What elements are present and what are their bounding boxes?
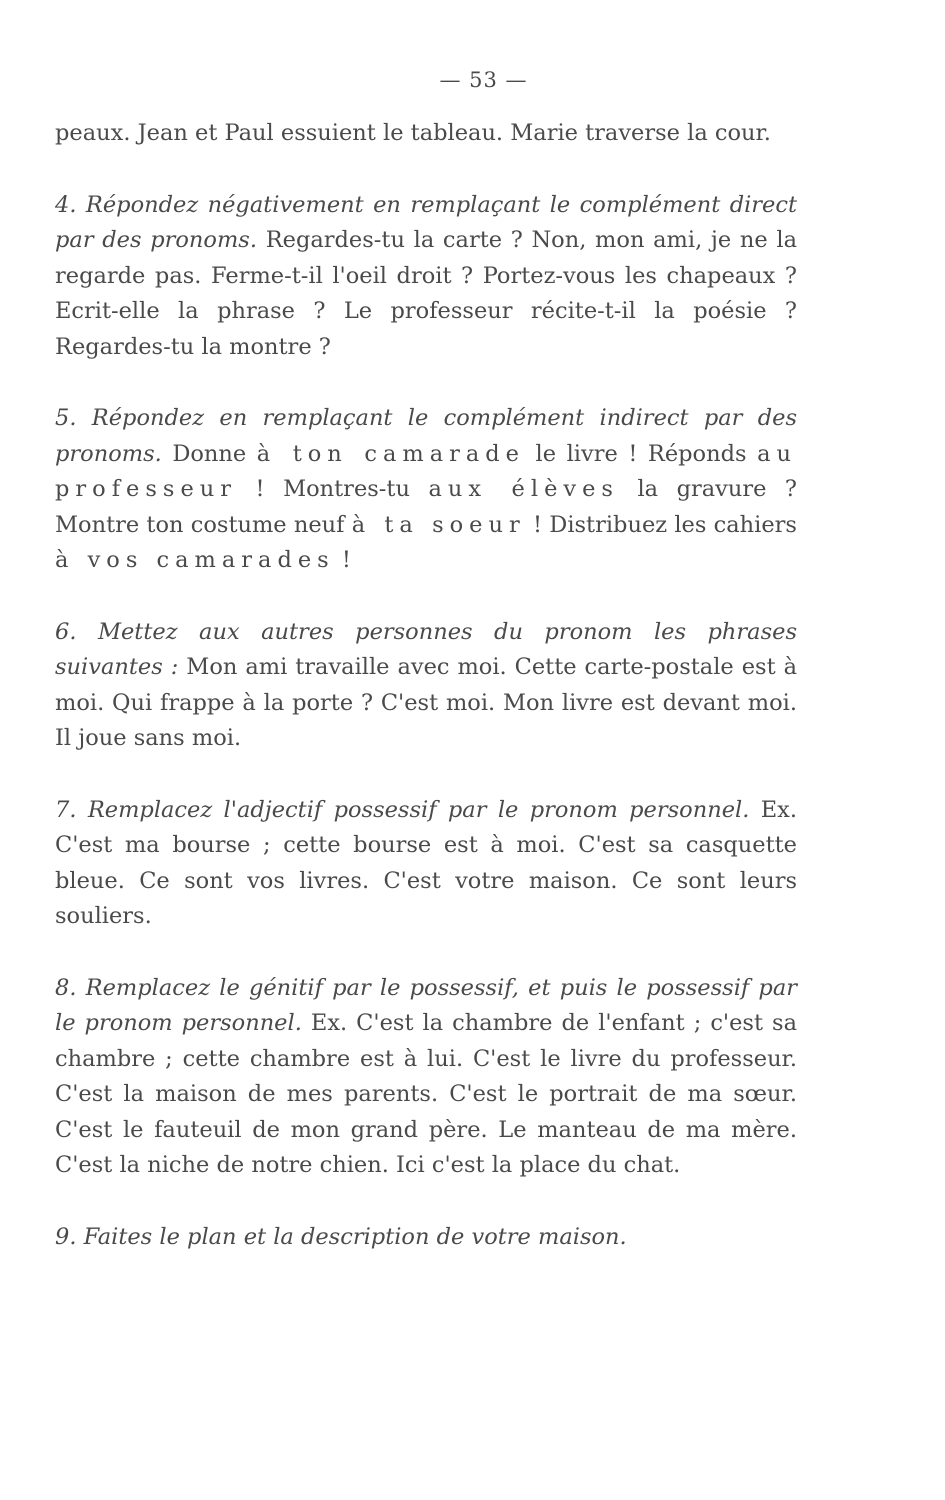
exercise-body-part: ! Montres-tu [237,476,429,502]
exercise-body: Regardes-tu la carte ? Non, mon ami, je ne la regarde pas. Ferme-t-il l'oeil droit ? Portez-vous les chapeaux ? Ecrit-elle la phrase ? Le professeur récite-t-il la poésie ? Regardes-tu la montre ? [55,227,797,360]
exercise-instruction: Répondez en remplaçant le complément indirect par des pronoms. [55,405,797,467]
page-number: — 53 — [439,68,528,92]
spaced-phrase: à ton camarade [256,440,525,467]
exercise-body-part: ! Distribuez les cahiers [525,511,797,538]
exercise-instruction: Mettez aux autres personnes du pronom les phrases suivantes : [55,618,797,680]
exercise-instruction: Remplacez le génitif par le possessif, et puis le possessif par le pronom personnel. [55,974,797,1036]
exercise-7 [55,793,797,935]
exercise-4 [55,188,797,366]
exercise-body-part: le livre ! Réponds [525,440,758,467]
exercise-9 [55,1220,797,1256]
spaced-phrase: aux élèves [428,476,619,502]
exercise-body: Mon ami travaille avec moi. Cette carte-postale est à moi. Qui frappe à la porte ? C'est moi. Mon livre est devant moi. Il joue sans moi. [55,654,797,751]
exercise-instruction: Répondez négativement en remplaçant le complément direct par des pronoms. [55,191,798,253]
exercise-number: 8. [55,974,77,1001]
spaced-phrase: à ta soeur [351,511,526,538]
exercise-body-part: ! [334,547,351,573]
spaced-phrase: au professeur [55,440,797,502]
exercise-body-part: Donne [172,440,257,467]
exercise-number: 5. [55,405,77,431]
exercise-5 [55,401,797,579]
exercise-body-part: la gravure ? Montre ton costume neuf [55,476,797,538]
exercise-number: 4. [55,191,77,218]
exercise-instruction: Faites le plan et la description de votre maison. [83,1223,627,1250]
exercise-number: 7. [55,796,77,823]
exercise-number: 6. [55,618,77,645]
exercise-number: 9. [55,1223,77,1250]
exercise-6 [55,615,797,757]
intro-paragraph: peaux. Jean et Paul essuient le tableau. Marie traverse la cour. [55,120,771,146]
exercise-body: Ex. C'est la chambre de l'enfant ; c'est sa chambre ; cette chambre est à lui. C'est le livre du professeur. C'est la maison de mes parents. C'est le portrait de ma sœur. C'est le fauteuil de mon grand père. Le manteau de ma mère. C'est la niche de notre chien. Ici c'est la place du chat. [55,1010,797,1178]
spaced-phrase: à vos camarades [55,547,335,573]
book-page [55,68,797,1255]
exercise-instruction: Remplacez l'adjectif possessif par le pronom personnel. [87,796,750,823]
exercise-8 [55,971,797,1184]
exercise-body: Ex. C'est ma bourse ; cette bourse est à moi. C'est sa casquette bleue. Ce sont vos livres. C'est votre maison. Ce sont leurs souliers. [55,796,797,929]
